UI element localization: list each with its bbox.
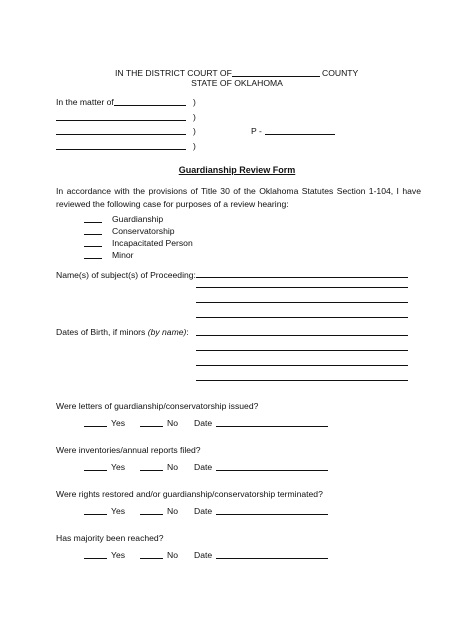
date-blank[interactable]: [216, 558, 328, 559]
intro-paragraph: In accordance with the provisions of Title 30 of the Oklahoma Statutes Section 1-104, I have reviewed the following case for purposes of a review hearing:: [56, 186, 421, 209]
county-blank[interactable]: [232, 76, 320, 77]
case-type-guardianship: Guardianship: [112, 214, 164, 224]
matter-blank-4[interactable]: [56, 149, 186, 150]
yes-label: Yes: [111, 418, 126, 428]
dob-line[interactable]: [196, 350, 408, 351]
county-label: COUNTY: [322, 68, 359, 78]
matter-label: In the matter of: [56, 97, 114, 107]
dob-line[interactable]: [196, 365, 408, 366]
date-label: Date: [194, 550, 213, 560]
question-majority-reached: Has majority been reached?: [56, 533, 164, 543]
yes-blank[interactable]: [84, 514, 107, 515]
no-label: No: [167, 506, 178, 516]
date-blank[interactable]: [216, 426, 328, 427]
date-label: Date: [194, 506, 213, 516]
form-title: Guardianship Review Form: [178, 165, 296, 175]
question-letters-issued: Were letters of guardianship/conservatorship issued?: [56, 401, 259, 411]
matter-blank-3[interactable]: [56, 134, 186, 135]
date-blank[interactable]: [216, 514, 328, 515]
no-blank[interactable]: [140, 470, 163, 471]
caption-paren: ): [193, 97, 196, 107]
date-blank[interactable]: [216, 470, 328, 471]
yes-blank[interactable]: [84, 426, 107, 427]
date-label: Date: [194, 462, 213, 472]
dob-label: Dates of Birth, if minors (by name):: [56, 327, 189, 337]
checkbox-blank[interactable]: [84, 234, 102, 235]
checkbox-blank[interactable]: [84, 258, 102, 259]
yes-label: Yes: [111, 462, 126, 472]
state-label: STATE OF OKLAHOMA: [191, 78, 283, 88]
case-type-conservatorship: Conservatorship: [112, 226, 175, 236]
caption-paren: ): [193, 112, 196, 122]
court-prefix: IN THE DISTRICT COURT OF: [115, 68, 232, 78]
question-reports-filed: Were inventories/annual reports filed?: [56, 445, 201, 455]
case-number-prefix: P -: [251, 126, 262, 136]
checkbox-blank[interactable]: [84, 246, 102, 247]
date-label: Date: [194, 418, 213, 428]
no-label: No: [167, 550, 178, 560]
caption-paren: ): [193, 126, 196, 136]
names-line[interactable]: [196, 302, 408, 303]
names-line[interactable]: [196, 277, 408, 278]
dob-line[interactable]: [196, 335, 408, 336]
no-blank[interactable]: [140, 514, 163, 515]
case-number-blank[interactable]: [265, 134, 335, 135]
matter-blank-2[interactable]: [56, 120, 186, 121]
no-label: No: [167, 418, 178, 428]
no-label: No: [167, 462, 178, 472]
yes-blank[interactable]: [84, 558, 107, 559]
yes-label: Yes: [111, 550, 126, 560]
no-blank[interactable]: [140, 426, 163, 427]
case-type-minor: Minor: [112, 250, 134, 260]
case-type-incapacitated: Incapacitated Person: [112, 238, 193, 248]
yes-blank[interactable]: [84, 470, 107, 471]
checkbox-blank[interactable]: [84, 222, 102, 223]
dob-line[interactable]: [196, 380, 408, 381]
names-line[interactable]: [196, 287, 408, 288]
question-rights-restored: Were rights restored and/or guardianship/conservatorship terminated?: [56, 489, 323, 499]
names-line[interactable]: [196, 317, 408, 318]
yes-label: Yes: [111, 506, 126, 516]
names-label: Name(s) of subject(s) of Proceeding:: [56, 270, 196, 280]
matter-blank[interactable]: [114, 105, 186, 106]
caption-paren: ): [193, 141, 196, 151]
no-blank[interactable]: [140, 558, 163, 559]
